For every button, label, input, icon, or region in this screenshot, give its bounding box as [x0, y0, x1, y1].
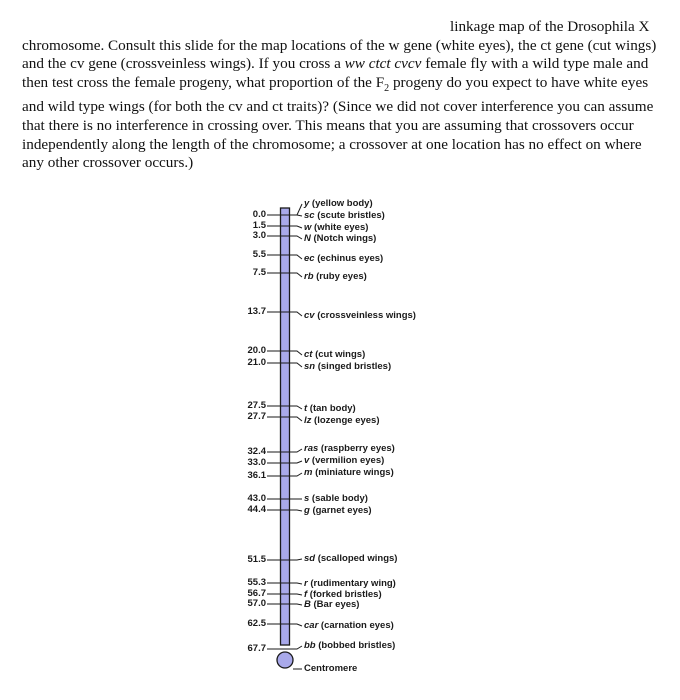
gene-symbol: cv — [304, 310, 315, 321]
gene-label — [304, 211, 385, 221]
gene-symbol: g — [304, 505, 310, 516]
gene-symbol: car — [304, 620, 319, 631]
gene-symbol: rb — [304, 271, 314, 282]
chromosome-bar — [281, 208, 290, 645]
gene-leader — [289, 461, 302, 463]
gene-label — [304, 416, 380, 426]
gene-label — [304, 468, 394, 478]
gene-description: (vermilion eyes) — [309, 455, 385, 466]
gene-description: (forked bristles) — [307, 589, 382, 600]
gene-leader — [289, 255, 302, 259]
gene-label — [304, 223, 368, 233]
question-part-a: chromosome. Consult this slide for the map locations of the w gene (white eyes), the ct gene (cut wings) and the cv gene (crossveinless wings). If you cross a — [22, 36, 657, 73]
map-position-label: 21.0 — [247, 357, 266, 368]
map-position-label: 20.0 — [247, 345, 266, 356]
question-part-b: female fly with a wild type male and then test cross the female progeny, what proportion of the F — [22, 55, 649, 91]
gene-leader — [289, 646, 302, 649]
gene-symbol: lz — [304, 415, 312, 426]
centromere-label: Centromere — [304, 663, 358, 674]
gene-label — [304, 350, 365, 360]
gene-leader — [289, 351, 302, 355]
gene-label — [304, 254, 383, 264]
map-position-label: 27.7 — [247, 411, 266, 422]
gene-description: (miniature wings) — [312, 467, 394, 478]
gene-label — [304, 621, 394, 631]
gene-description: (garnet eyes) — [309, 505, 372, 516]
gene-label — [304, 506, 372, 516]
gene-leader — [289, 215, 302, 216]
gene-description: (echinus eyes) — [314, 253, 384, 264]
map-position-label: 55.3 — [247, 577, 266, 588]
gene-leader — [289, 363, 302, 367]
question-line-1: linkage map of the Drosophila X — [450, 18, 650, 35]
gene-description: (bobbed bristles) — [315, 640, 396, 651]
gene-description: (tan body) — [307, 403, 356, 414]
gene-label — [304, 311, 416, 321]
gene-description: (singed bristles) — [315, 361, 392, 372]
gene-symbol: ct — [304, 349, 313, 360]
gene-leader — [289, 417, 302, 421]
gene-leader — [289, 510, 302, 511]
gene-leader — [289, 473, 302, 476]
gene-description: (Notch wings) — [310, 233, 377, 244]
gene-description: (cut wings) — [312, 349, 366, 360]
gene-description: (scalloped wings) — [315, 553, 398, 564]
gene-symbol: B — [304, 599, 311, 610]
map-position-label: 7.5 — [252, 267, 266, 278]
gene-symbol: sc — [304, 210, 315, 221]
map-position-label: 0.0 — [252, 209, 266, 220]
gene-label — [304, 272, 367, 282]
gene-description: (sable body) — [309, 493, 368, 504]
genotype-text: ww ctct cvcv — [344, 55, 422, 73]
map-position-label: 67.7 — [247, 643, 266, 654]
gene-description: (Bar eyes) — [310, 599, 360, 610]
gene-description: (white eyes) — [311, 222, 369, 233]
gene-description: (rudimentary wing) — [307, 578, 396, 589]
gene-label — [304, 234, 376, 244]
centromere-circle — [277, 652, 293, 668]
gene-label — [304, 600, 359, 610]
map-position-label: 27.5 — [247, 400, 266, 411]
gene-symbol: v — [304, 455, 310, 466]
gene-symbol: N — [304, 233, 311, 244]
gene-label — [304, 494, 368, 504]
map-position-label: 62.5 — [247, 618, 266, 629]
gene-symbol: w — [304, 222, 312, 233]
gene-leader — [289, 559, 302, 560]
gene-description: (raspberry eyes) — [318, 443, 395, 454]
gene-leader — [289, 312, 302, 316]
gene-leader — [289, 204, 302, 215]
gene-symbol: y — [304, 198, 310, 209]
gene-label — [304, 554, 397, 564]
gene-description: (lozenge eyes) — [311, 415, 380, 426]
gene-symbol: bb — [304, 640, 316, 651]
gene-leader — [289, 226, 302, 228]
map-position-label: 51.5 — [247, 554, 266, 565]
gene-leader — [289, 273, 302, 277]
gene-leader — [289, 604, 302, 605]
gene-leader — [289, 236, 302, 239]
gene-leader — [289, 406, 302, 409]
gene-label — [304, 456, 384, 466]
gene-label — [304, 579, 396, 589]
gene-leader — [289, 583, 302, 584]
gene-label — [304, 641, 395, 651]
gene-symbol: r — [304, 578, 308, 589]
gene-symbol: sn — [304, 361, 316, 372]
map-position-label: 57.0 — [247, 598, 266, 609]
map-position-label: 1.5 — [252, 220, 266, 231]
map-position-label: 33.0 — [247, 457, 266, 468]
map-position-label: 43.0 — [247, 493, 266, 504]
map-position-label: 13.7 — [247, 306, 266, 317]
gene-description: (yellow body) — [309, 198, 373, 209]
gene-description: (scute bristles) — [314, 210, 385, 221]
gene-symbol: f — [304, 589, 308, 600]
map-position-label: 44.4 — [247, 504, 266, 515]
gene-symbol: m — [304, 467, 313, 478]
gene-leader — [289, 624, 302, 626]
gene-symbol: ras — [304, 443, 319, 454]
gene-label — [304, 199, 373, 209]
map-position-label: 36.1 — [247, 470, 266, 481]
gene-symbol: sd — [304, 553, 316, 564]
f2-subscript: 2 — [384, 82, 390, 94]
gene-label — [304, 404, 356, 414]
gene-description: (ruby eyes) — [313, 271, 367, 282]
gene-leader — [289, 449, 302, 452]
gene-symbol: s — [304, 493, 310, 504]
question-part-c: progeny do you expect to have white eyes and wild type wings (for both the cv and ct traits)? (Since we did not cover interference you can assume that there is no interference in crossing over. This means that you are assuming that crossovers occur independently along the length of the chromosome; a crossover at one location has no effect on where any other crossover occurs.) — [22, 73, 654, 172]
gene-description: (carnation eyes) — [318, 620, 394, 631]
gene-label — [304, 444, 395, 454]
gene-symbol: ec — [304, 253, 315, 264]
gene-symbol: t — [304, 403, 308, 414]
gene-label — [304, 362, 391, 372]
gene-description: (crossveinless wings) — [314, 310, 416, 321]
map-position-label: 3.0 — [252, 230, 266, 241]
gene-leader — [289, 594, 302, 595]
map-position-label: 32.4 — [247, 446, 266, 457]
map-position-label: 56.7 — [247, 588, 266, 599]
map-position-label: 5.5 — [252, 249, 266, 260]
